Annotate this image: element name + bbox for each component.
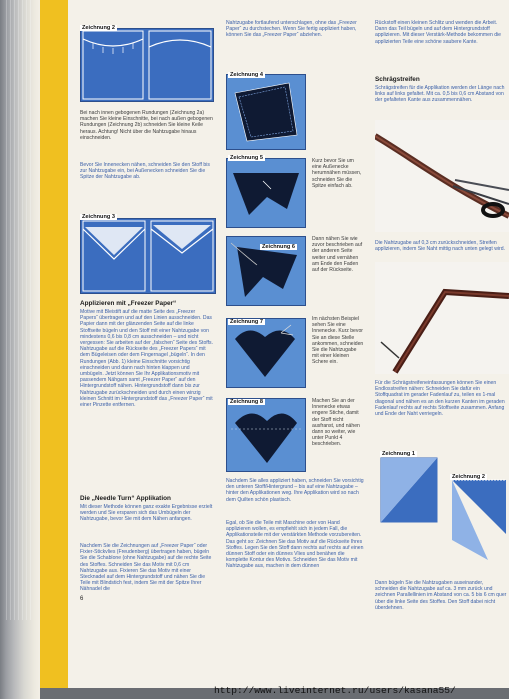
curve-cut-diagram (81, 29, 213, 101)
square-diagonal-diagram (377, 450, 441, 526)
scissors-photo (375, 120, 509, 232)
figure-zeichnung-7 (226, 318, 306, 388)
col1-para-2: Bevor Sie Innenecken nähen, schneiden Sie den Stoff bis zur Nahtzugabe ein, bei Außenecken schneiden Sie die Spitze der Nahtzugabe ab. (80, 162, 210, 181)
figure-label-z8: Zeichnung 8 (230, 399, 263, 405)
figure-label-z6: Zeichnung 6 (262, 244, 295, 250)
col2-para-6: Dann nähen Sie wie zuvor beschrieben auf der anderen Seite weiter und vernähen am Ende den Faden auf der Rückseite. (312, 236, 363, 274)
figure-zeichnung-4 (226, 74, 306, 150)
col3-para-1: Schrägstreifen für die Applikation werden der Länge nach links auf links gefaltet. Mit ca. 0,5 bis 0,6 cm Abstand von der gefalteten Kante aus zusammennähen. (375, 85, 505, 104)
col3-para-2: Die Nahtzugabe auf 0,3 cm zurückschneiden, Streifen applizieren, indem Sie Naht mittig nach unten gelegt wird. (375, 240, 505, 253)
figure-label-z3: Zeichnung 3 (82, 214, 115, 220)
bias-strip-photo (375, 262, 509, 374)
page-binding (0, 0, 40, 699)
corner-cut-diagram (81, 219, 215, 293)
yellow-margin-strip (40, 0, 68, 688)
heading-freezer-paper: Applizieren mit „Freezer Paper“ (80, 300, 177, 307)
finished-corner-diagram (227, 399, 305, 471)
figure-zeichnung-2 (80, 28, 214, 102)
col2-para-8: Machen Sie an der Innenecke etwas engere Stiche, damit der Stoff nicht ausfranst, und nähen dann so weiter, wie unter Punkt 4 beschrieben. (312, 398, 360, 448)
figure-zeichnung-2-right (448, 470, 509, 566)
figure-label-z1: Zeichnung 1 (382, 451, 415, 457)
heading-schraegstreifen: Schrägstreifen (375, 76, 420, 83)
col2-para-9: Nachdem Sie alles appliziert haben, schneiden Sie vorsichtig den unteren Stoff/Hintergrund – bis auf eine Nahtzugabe – hinter den Applikationen weg. Ihre Applikation wird so nach dem Quilten schön plastisch. (226, 478, 364, 503)
col2-para-7: Im nächsten Beispiel sehen Sie eine Innenecke. Kurz bevor Sie an diese Stelle ankommen, schneiden Sie die Nahtzugabe mit einer kleinen Schere ein. (312, 316, 364, 366)
figure-label-z7: Zeichnung 7 (230, 319, 263, 325)
col2-para-10: Egal, ob Sie die Teile mit Maschine oder von Hand applizieren wollen, es empfiehlt sich in jedem Fall, die Applikationsteile mit der verstärkten Methode vorzubereiten. Das geht so: Zeichnen Sie das Motiv auf die Rückseite Ihres Stoffes. Legen Sie den Stoff dann rechts auf rechts auf einen dünnen Stoff oder ein dünnes Vlies und benähen die komplette Kontur des Motivs. Schneiden Sie das Motiv mit Nahtzugabe aus, machen in dem dünnen (226, 520, 364, 570)
inner-corner-diagram (227, 319, 305, 387)
col1-para-1: Bei nach innen gebogenen Rundungen (Zeichnung 2a) machen Sie kleine Einschnitte, bei nach außen gebogenen Rundungen (Zeichnung 2b) schneiden Sie kleine Keile heraus. Achtung! Nicht über die Nahtzugabe hinaus einschneiden. (80, 110, 213, 141)
col1-para-4: Mit dieser Methode können ganz exakte Ergebnisse erzielt werden und Sie ersparen sich das Umbügeln der Nahtzugabe, bevor Sie mit dem Nähen anfangen. (80, 504, 213, 523)
magazine-page (40, 0, 509, 688)
figure-zeichnung-1-right (377, 450, 441, 526)
col2-para-5: Kurz bevor Sie um eine Außenecke herumnähen müssen, schneiden Sie die Spitze einfach ab. (312, 158, 362, 189)
watermark-url: http://www.liveinternet.ru/users/kasana55/ (214, 685, 456, 696)
heading-needle-turn: Die „Needle Turn“ Applikation (80, 495, 171, 502)
col3-para-3: Für die Schrägstreifeneinfassungen können Sie einen Endlosstreifen nähen: Schneiden Sie dafür ein Stoffquadrat im gerader Fadenlauf zu, teilen es 1-mal diagonal und nähen es an den kurzen Kanten im geraden Fadenlauf rechts auf rechts Stoffseite zusammen. Anfang und Ende der Naht verriegeln. (375, 380, 505, 418)
photo-scissors-bias-strip (375, 120, 509, 232)
figure-label-z2: Zeichnung 2 (82, 25, 115, 31)
binding-stripes (6, 0, 32, 620)
figure-label-z2b: Zeichnung 2 (452, 474, 485, 480)
page-number: 6 (80, 596, 84, 602)
figure-zeichnung-8 (226, 398, 306, 472)
figure-zeichnung-5 (226, 158, 306, 228)
col3-para-0: Rückstoff einen kleinen Schlitz und wenden die Arbeit. Dann das Teil bügeln und auf dem Hintergrundstoff applizieren. Mit dieser Verstärk-Methode bekommen die applizierten Teile eine schöne saubere Kante. (375, 20, 501, 45)
figure-label-z4: Zeichnung 4 (230, 72, 263, 78)
figure-label-z5: Zeichnung 5 (230, 155, 263, 161)
sewn-triangles-diagram (448, 470, 509, 566)
col1-para-5: Nachdem Sie die Zeichnungen auf „Freezer Paper“ oder Fixier-Stickvlies (Freudenberg) übertragen haben, bügeln Sie die Schablone (ohne Nahtzugabe) auf die rechte Seite des Stoffes. Schneiden Sie das Motiv mit 0,6 cm Nahtzugabe aus. Fixieren Sie das Motiv mit einer Stecknadel auf dem Hintergrundstoff und nähen Sie die Teile mit Blindstich fest, indem Sie mit der Spitze Ihrer Nähnadel die (80, 543, 212, 593)
photo-bias-strip-applied (375, 262, 509, 374)
col2-para-0: Nahtzugabe fortlaufend unterschlagen, ohne das „Freezer Paper“ zu durchstechen. Wenn Sie fertig appliziert haben, können Sie das „Freezer Paper“ abziehen. (226, 20, 357, 39)
outer-corner-diagram (227, 159, 305, 227)
figure-zeichnung-3 (80, 218, 216, 294)
col1-para-3: Motive mit Bleistift auf die matte Seite des „Freezer Papers“ übertragen und auf den Linien ausschneiden. Das Papier dann mit der glänzenden Seite auf die linke Stoffseite bügeln und den Stoff mit einer Nahtzugabe von mindestens 0,6 bis 0,8 cm ausschneiden – und nicht vergessen: Sie arbeiten auf der „falschen“ Seite des Stoffs. Nahtzugabe auf die Rückseite des „Freezer Papers“ mit dem Bügeleisen oder dem Fingernagel „bügeln“. In den Rundungen (Abb. 1) kleine Einschnitte vorsichtig einschneiden und dann nach hinten klappen und umbügeln. Jetzt können Sie Ihr Applikationsmotiv mit passendem Nähgarn samt „Freezer Paper“ auf den Hintergrundstoff nähen. Hintergrundstoff dann bis zur Nahtzugabe zurückschneiden und durch einen winzig kleinen Schnitt im Hintergrundstoff das „Freezer Paper“ mit einer Pinzette entfernen. (80, 309, 213, 409)
col3-para-4: Dann bügeln Sie die Nahtzugaben auseinander, schneiden die Nahtzugabe auf ca. 3 mm zurück und zeichnen Parallellinien im Abstand von ca. 5 bis 6 cm quer über die linke Seite des Stoffes. Den Stoff dabei nicht überdehnen. (375, 580, 507, 611)
leaf-motif-diagram (227, 75, 305, 149)
